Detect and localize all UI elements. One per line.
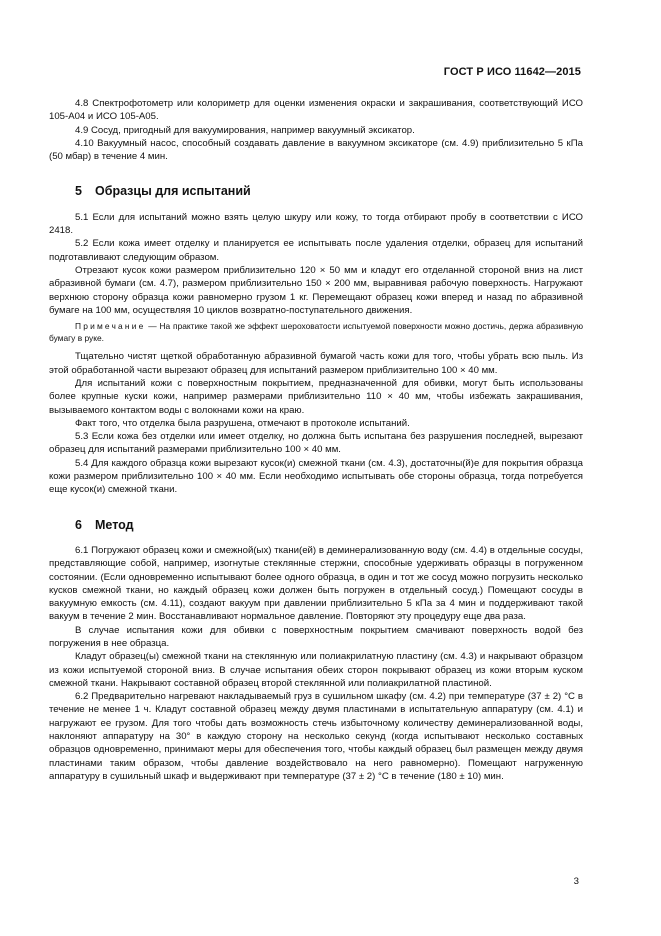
- section-6-title: Метод: [95, 517, 134, 532]
- section-6-heading: [49, 519, 583, 532]
- paragraph-5-1: 5.1 Если для испытаний можно взять целую шкуру или кожу, то тогда отбирают пробу в соответствии с ИСО 2418.: [49, 211, 583, 237]
- note-text: — На практике такой же эффект шероховатости испытуемой поверхности можно достичь, держа абразивную бумагу в руке.: [49, 321, 583, 343]
- section-5-title: Образцы для испытаний: [95, 184, 251, 199]
- paragraph-finish-destroyed: Факт того, что отделка была разрушена, отмечают в протоколе испытаний.: [75, 417, 410, 429]
- paragraph-wet-surface: В случае испытания кожи для обивки с поверхностным покрытием смачивают поверхность водой без погружения в нее образца.: [49, 624, 583, 649]
- section-6-number: 6: [75, 517, 82, 532]
- paragraph-4-8: 4.8 Спектрофотометр или колориметр для оценки изменения окраски и закрашивания, соответствующий ИСО 105-А04 и ИСО 105-А05.: [49, 98, 583, 123]
- paragraph-5-3: 5.3 Если кожа без отделки или имеет отделку, но должна быть испытана без разрушения последней, вырезают образец для испытаний размерами приблизительно 100 × 40 мм.: [49, 431, 583, 456]
- paragraph-place-sample: Кладут образец(ы) смежной ткани на стеклянную или полиакрилатную пластину (см. 4.3) и накрывают образцом из кожи испытуемой стороной вниз. В случае испытания обеих сторон покрывают образец из кожи вторым куском смежной ткани. Накрывают составной образец второй стеклянной или полиакрилатной пластиной.: [49, 651, 583, 689]
- paragraph-5-2: 5.2 Если кожа имеет отделку и планируется ее испытывать после удаления отделки, образец для испытаний подготавливают следующим образом.: [49, 238, 583, 263]
- paragraph-brush: Тщательно чистят щеткой обработанную абразивной бумагой часть кожи для того, чтобы убрать всю пыль. Из этой обработанной части вырезают образец для испытаний размером приблизительно 100 × 40 мм.: [49, 351, 583, 376]
- note-label: Примечание: [75, 321, 146, 332]
- paragraph-4-9: 4.9 Сосуд, пригодный для вакуумирования, например вакуумный эксикатор.: [75, 124, 415, 136]
- paragraph-6-2: 6.2 Предварительно нагревают накладываемый груз в сушильном шкафу (см. 4.2) при температуре (37 ± 2) °С в течение не менее 1 ч. Кладут составной образец между двумя пластинами в испытательную аппаратуру (см. 4.1) и нагружают ее грузом. Для того чтобы дать возможность стечь избыточному количеству деминерализованной воды, наклоняют аппаратуру на 30° в каждую сторону на несколько секунд (когда испытывают несколько составных образцов одновременно, принимают меры для обеспечения того, чтобы каждый образец был размещен между двумя пластинами таким образом, чтобы давление воздействовало на него равномерно). Помещают нагруженную аппаратуру в сушильный шкаф и выдерживают при температуре (37 ± 2) °С в течение (180 ± 10) мин.: [49, 691, 583, 782]
- standard-designation: ГОСТ Р ИСО 11642—2015: [443, 66, 581, 78]
- paragraph-upholstery: Для испытаний кожи с поверхностным покрытием, предназначенной для обивки, могут быть использованы более крупные куски кожи, например размерами приблизительно 110 × 40 мм, чтобы избежать закрашивания, вызываемого контактом воды с волокнами кожи на краю.: [49, 377, 583, 416]
- page-number: 3: [573, 876, 579, 887]
- paragraph-5-4: 5.4 Для каждого образца кожи вырезают кусок(и) смежной ткани (см. 4.3), достаточны(й)е для покрытия образца кожи размером приблизительно 100 × 40 мм. Если необходимо испытывать обе стороны образца, тогда потребуется еще кусок(и) смежной ткани.: [49, 457, 583, 496]
- note: [49, 321, 583, 344]
- paragraph-cut-sample: Отрезают кусок кожи размером приблизительно 120 × 50 мм и кладут его отделанной стороной вниз на лист абразивной бумаги (см. 4.7), размером приблизительно 150 × 200 мм, выравнивая рабочую поверхность. Нагружают верхнюю сторону образца кожи равномерно грузом 1 кг. Перемещают образец кожи вперед и назад по абразивной бумаге на 100 мм, осуществляя 10 циклов возвратно-поступательного движения.: [49, 264, 583, 316]
- section-5-number: 5: [75, 184, 82, 199]
- paragraph-6-1: 6.1 Погружают образец кожи и смежной(ых) ткани(ей) в деминерализованную воду (см. 4.4) в отдельные сосуды, представляющие собой, например, изогнутые стеклянные стержни, способные удерживать образцы в погруженном состоянии. (Если одновременно испытывают более одного образца, в один и тот же сосуд можно погрузить несколько кусков смежной ткани, но каждый образец кожи должен быть погружен в отдельный сосуд.) Помещают сосуды в вакуумную емкость (см. 4.11), создают вакуум при давлении приблизительно 5 кПа за 4 мин и поддерживают такой вакуум в течение 2 мин. Восстанавливают нормальное давление. Повторяют эту процедуру еще два раза.: [49, 544, 583, 623]
- section-5-heading: [49, 185, 583, 198]
- paragraph-4-10: 4.10 Вакуумный насос, способный создавать давление в вакуумном эксикаторе (см. 4.9) приблизительно 5 кПа (50 мбар) в течение 4 мин.: [49, 137, 583, 163]
- page-content: [49, 97, 583, 783]
